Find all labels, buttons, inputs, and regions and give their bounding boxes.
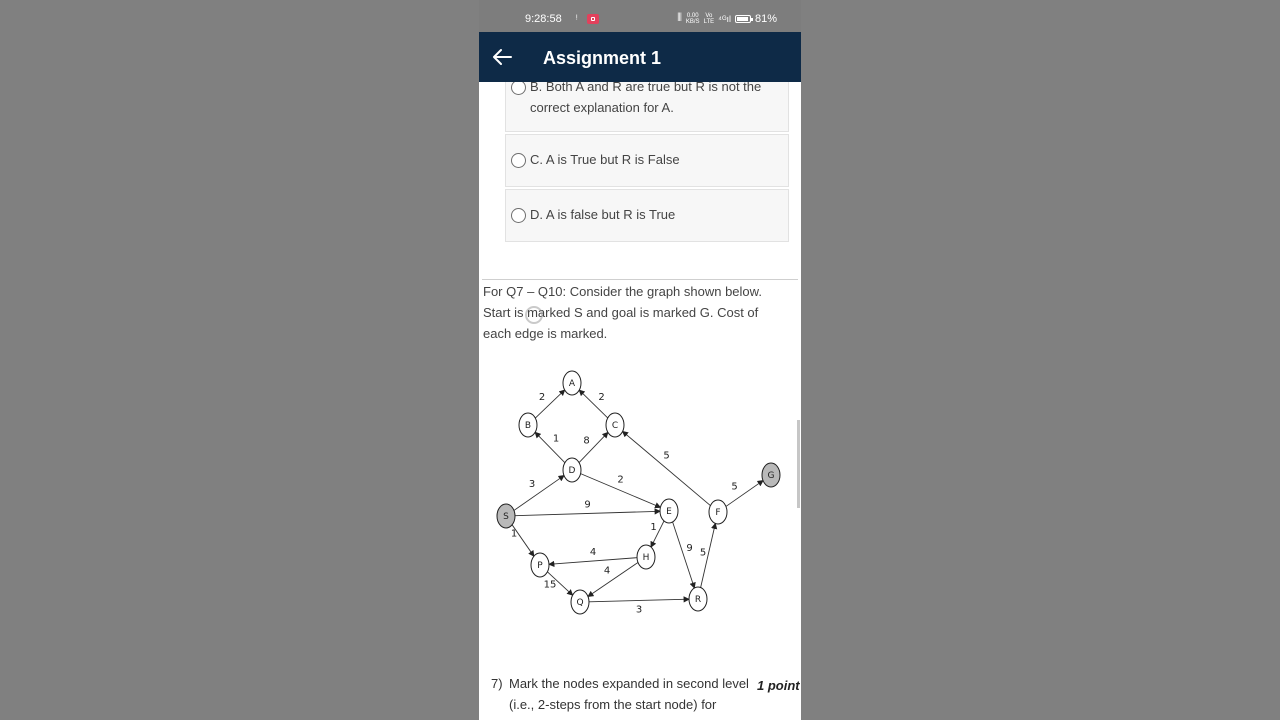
vibrate-icon: ⫴ — [677, 12, 682, 24]
node-label: H — [642, 553, 650, 563]
status-bar — [479, 0, 801, 32]
edge-cost-label: 1 — [552, 433, 560, 445]
graph-edge-H-Q — [588, 562, 638, 596]
graph-edge-Q-R — [589, 599, 689, 602]
graph-edge-E-R — [673, 522, 695, 588]
edge-cost-label: 1 — [650, 522, 657, 533]
node-label: Q — [576, 598, 584, 608]
edge-cost-label: 2 — [598, 392, 605, 403]
edge-cost-label: 3 — [635, 604, 643, 616]
screen-record-icon — [587, 14, 599, 24]
node-label: C — [611, 421, 619, 431]
question-number: 7) — [491, 676, 503, 691]
edge-cost-label: 5 — [731, 481, 738, 493]
node-label: F — [715, 508, 721, 518]
graph-edge-S-D — [514, 476, 564, 511]
section-description: For Q7 – Q10: Consider the graph shown below. Start is marked S and goal is marked G. Cost of each edge is marked. — [483, 284, 762, 341]
radio-button[interactable] — [511, 208, 526, 223]
question-text: Mark the nodes expanded in second level (i.e., 2-steps from the start node) for — [509, 676, 749, 712]
node-label: S — [503, 512, 509, 522]
node-label: E — [666, 507, 672, 517]
option-d[interactable] — [505, 189, 789, 242]
edge-cost-label: 3 — [528, 479, 536, 490]
notification-icon: ᵎ — [576, 13, 578, 24]
form-content — [479, 82, 801, 720]
edge-cost-label: 2 — [617, 474, 624, 486]
radio-button[interactable] — [511, 82, 526, 95]
node-label: P — [537, 561, 543, 571]
node-label: G — [767, 471, 775, 481]
graph-edge-S-E — [515, 511, 660, 515]
node-label: B — [524, 421, 532, 431]
node-label: R — [694, 595, 702, 605]
phone-screen — [479, 0, 801, 720]
edge-cost-label: 1 — [510, 528, 518, 540]
edge-cost-label: 5 — [663, 450, 670, 462]
arrow-left-icon[interactable] — [491, 46, 513, 68]
status-time: 9:28:58 — [525, 13, 562, 25]
edge-cost-label: 4 — [589, 547, 597, 558]
signal-icon: ⁴ᴳıl — [718, 13, 731, 24]
node-label: A — [568, 379, 576, 389]
scrollbar[interactable] — [797, 420, 800, 508]
option-c[interactable] — [505, 134, 789, 187]
edge-cost-label: 4 — [603, 565, 611, 577]
option-label: B. Both A and R are true but R is not the correct explanation for A. — [530, 82, 762, 115]
edge-cost-label: 8 — [583, 435, 590, 447]
data-speed: 0.00 KB/S — [685, 12, 700, 25]
app-bar — [479, 32, 801, 82]
graph-edge-F-C — [623, 431, 711, 505]
page-title: Assignment 1 — [543, 48, 662, 68]
graph-edge-H-P — [549, 558, 637, 565]
battery-icon — [735, 15, 751, 23]
option-label: D. A is false but R is True — [530, 207, 676, 222]
section-divider — [482, 279, 798, 280]
radio-button[interactable] — [511, 153, 526, 168]
graph-edge-D-B — [535, 432, 565, 462]
battery-percent: 81% — [754, 12, 777, 25]
edge-cost-label: 9 — [584, 499, 591, 511]
edge-cost-label: 5 — [699, 547, 707, 559]
volte-icon: Vo LTE — [703, 12, 715, 25]
touch-indicator — [525, 306, 543, 324]
option-b[interactable] — [505, 82, 789, 132]
option-label: C. A is True but R is False — [530, 152, 680, 167]
edge-cost-label: 9 — [686, 543, 693, 554]
edge-cost-label: 15 — [543, 579, 557, 591]
search-graph-figure — [479, 362, 801, 622]
question-points: 1 point — [757, 678, 800, 693]
edge-cost-label: 2 — [538, 392, 546, 403]
node-label: D — [568, 466, 576, 476]
